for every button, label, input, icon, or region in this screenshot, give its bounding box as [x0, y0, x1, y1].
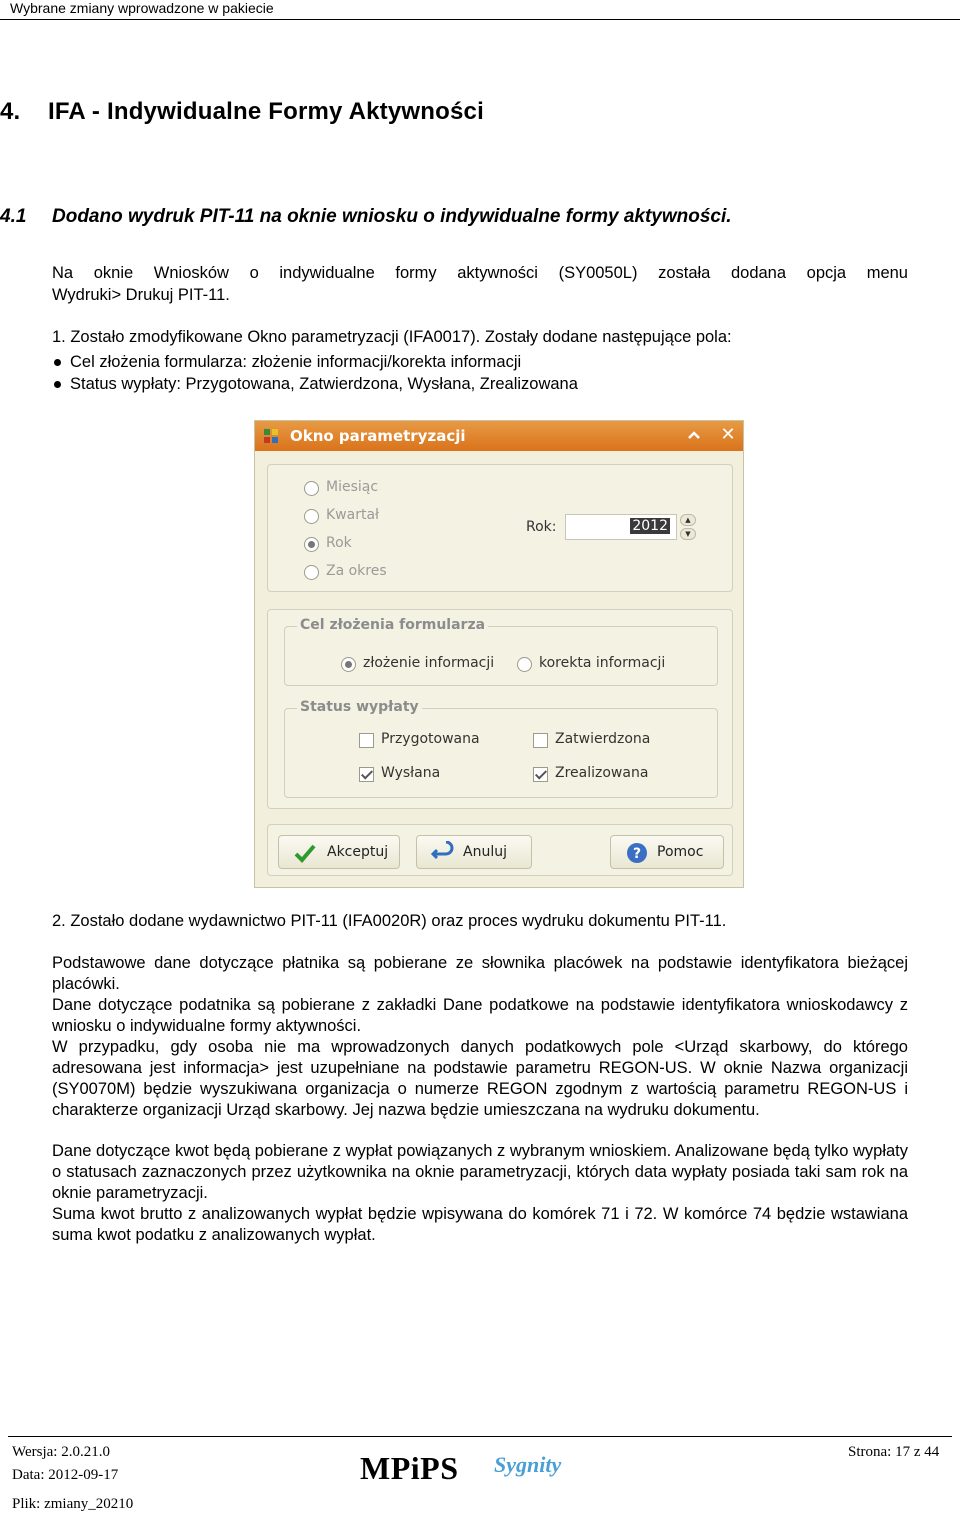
check-zrealizowana[interactable]	[533, 767, 548, 782]
rok-spin-up[interactable]: ▲	[680, 514, 696, 526]
subsection-heading	[0, 206, 732, 228]
status-group-title: Status wypłaty	[297, 699, 422, 715]
bullet-text: Cel złożenia formularza: złożenie informacji/korekta informacji	[70, 353, 522, 371]
running-header	[0, 0, 960, 20]
section-title: IFA - Indywidualne Formy Aktywności	[48, 98, 484, 125]
radio-kwartal[interactable]	[304, 509, 319, 524]
accept-button[interactable]	[278, 835, 400, 869]
cel-group	[284, 617, 718, 686]
collapse-icon[interactable]	[683, 424, 705, 446]
mpips-logo: MPiPS	[360, 1450, 459, 1486]
help-button-label: Pomoc	[657, 844, 704, 860]
footer-rule	[8, 1436, 952, 1437]
section-number: 4.	[0, 98, 21, 125]
check-przygotowana-label: Przygotowana	[381, 731, 480, 747]
check-wyslana[interactable]	[359, 767, 374, 782]
check-zatwierdzona-label: Zatwierdzona	[555, 731, 651, 747]
radio-za-okres[interactable]	[304, 565, 319, 580]
bullet-dot	[54, 359, 61, 366]
footer-page-number: Strona: 17 z 44	[848, 1444, 940, 1460]
radio-za-okres-label: Za okres	[326, 563, 387, 579]
dialog-title-bar[interactable]	[255, 421, 743, 451]
radio-miesiac[interactable]	[304, 481, 319, 496]
paragraph-5: Suma kwot brutto z analizowanych wypłat będzie wpisywana do komórek 71 i 72. W komórce 74 będzie wstawiana suma kwot podatku z analizowanych wypłat.	[52, 1205, 908, 1244]
intro-line-1: Na oknie Wniosków o indywidualne formy aktywności (SY0050L) została dodana opcja menu	[52, 264, 908, 282]
rok-spin-down[interactable]: ▼	[680, 528, 696, 540]
check-wyslana-label: Wysłana	[381, 765, 441, 781]
paragraph-2: Dane dotyczące podatnika są pobierane z zakładki Dane podatkowe na podstawie identyfikatora wnioskodawcy z wniosku o indywidualne formy aktywności.	[52, 996, 908, 1035]
radio-korekta-label: korekta informacji	[539, 655, 666, 671]
close-icon[interactable]: ✕	[720, 424, 736, 445]
rok-value: 2012	[632, 518, 668, 534]
parametrization-dialog	[254, 420, 744, 888]
help-icon	[625, 841, 649, 865]
rok-input[interactable]	[565, 514, 677, 540]
app-icon	[263, 428, 279, 444]
subsection-title: Dodano wydruk PIT-11 na oknie wniosku o indywidualne formy aktywności.	[52, 206, 732, 227]
dialog-title: Okno parametryzacji	[290, 427, 466, 445]
accept-button-label: Akceptuj	[327, 844, 389, 860]
radio-zlozenie[interactable]	[341, 657, 356, 672]
radio-rok-label: Rok	[326, 535, 352, 551]
period-group	[267, 464, 733, 592]
footer-version: Wersja: 2.0.21.0	[12, 1444, 110, 1460]
bullet-dot	[54, 381, 61, 388]
radio-kwartal-label: Kwartał	[326, 507, 380, 523]
check-zrealizowana-label: Zrealizowana	[555, 765, 649, 781]
undo-icon	[431, 841, 455, 865]
paragraph-3: W przypadku, gdy osoba nie ma wprowadzonych danych podatkowych pole <Urząd skarbowy, do którego adresowana jest informacja> jest uzupełniane na podstawie parametru REGON-US. W oknie Nazwa organizacji (SY0070M) będzie wyszukiwana organizacja o numerze REGON zgodnym z wartością parametru REGON-US i charakterze organizacji Urząd skarbowy. Jej nazwa będzie umieszczana na wydruku dokumentu.	[52, 1038, 908, 1119]
radio-rok[interactable]	[304, 537, 319, 552]
check-przygotowana[interactable]	[359, 733, 374, 748]
running-header-title: Wybrane zmiany wprowadzone w pakiecie	[10, 0, 274, 16]
bullet-text: Status wypłaty: Przygotowana, Zatwierdzona, Wysłana, Zrealizowana	[70, 375, 578, 393]
bullet-list	[52, 351, 578, 395]
check-zatwierdzona[interactable]	[533, 733, 548, 748]
radio-korekta[interactable]	[517, 657, 532, 672]
options-panel	[267, 609, 733, 809]
button-bar	[267, 824, 733, 876]
subsection-number: 4.1	[0, 206, 27, 227]
help-button[interactable]	[610, 835, 724, 869]
section-heading	[0, 98, 484, 126]
checkmark-icon	[293, 841, 317, 865]
cancel-button[interactable]	[416, 835, 532, 869]
intro-line-2: Wydruki> Drukuj PIT-11.	[52, 286, 230, 304]
item-2-text: 2. Zostało dodane wydawnictwo PIT-11 (IFA0020R) oraz proces wydruku dokumentu PIT-11.	[52, 912, 727, 930]
radio-zlozenie-label: złożenie informacji	[363, 655, 495, 671]
rok-label: Rok:	[526, 519, 557, 535]
bullet-item	[52, 373, 578, 395]
footer-file: Plik: zmiany_20210	[12, 1496, 134, 1512]
paragraph-4: Dane dotyczące kwot będą pobierane z wypłat powiązanych z wybranym wnioskiem. Analizowane będą tylko wypłaty o statusach zaznaczonych przez użytkownika na oknie parametryzacji, których data wypłaty posiada taki sam rok na oknie parametryzacji.	[52, 1142, 908, 1202]
cel-group-title: Cel złożenia formularza	[297, 617, 488, 633]
footer-date: Data: 2012-09-17	[12, 1467, 119, 1483]
paragraph-1: Podstawowe dane dotyczące płatnika są pobierane ze słownika placówek na podstawie identyfikatora bieżącej placówki.	[52, 954, 908, 993]
status-group	[284, 699, 718, 798]
item-1-text: 1. Zostało zmodyfikowane Okno parametryzacji (IFA0017). Zostały dodane następujące pola:	[52, 328, 732, 346]
bullet-item	[52, 351, 578, 373]
sygnity-logo: Sygnity	[494, 1452, 562, 1477]
cancel-button-label: Anuluj	[463, 844, 507, 860]
radio-miesiac-label: Miesiąc	[326, 479, 379, 495]
svg-text:?: ?	[632, 846, 642, 862]
